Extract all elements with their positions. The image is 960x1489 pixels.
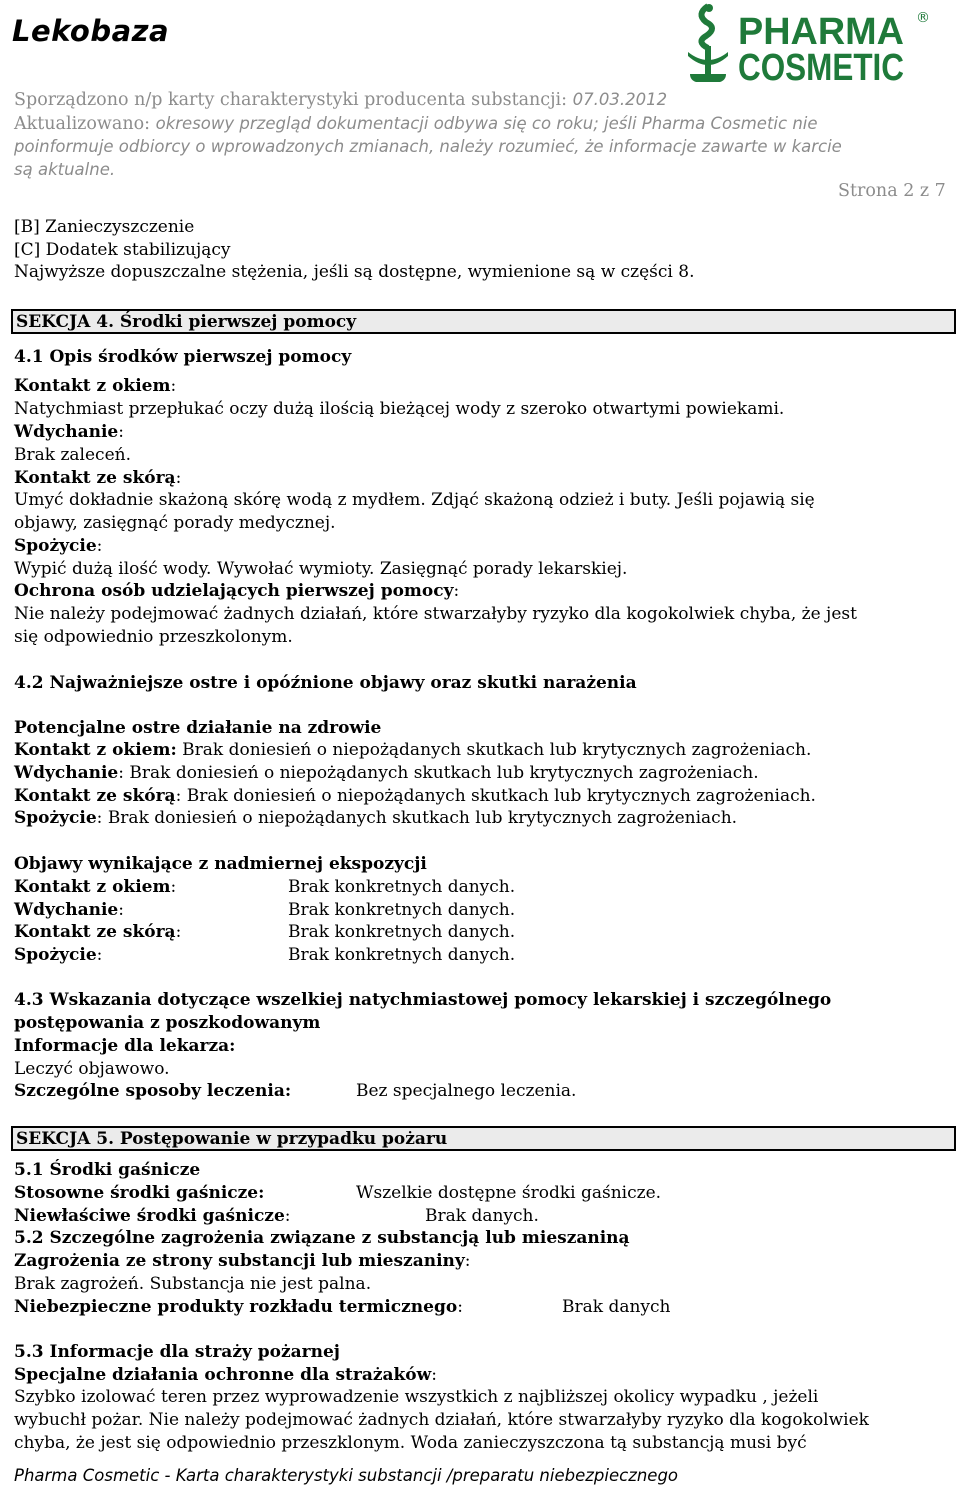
acute-ingestion-row: Spożycie: Brak doniesień o niepożądanych skutkach lub krytycznych zagrożeniach. [14,808,738,828]
page-number: Strona 2 z 7 [838,181,946,201]
unsuitable-media-text: Brak danych. [425,1206,539,1226]
acute-effects-heading: Potencjalne ostre działanie na zdrowie [14,718,382,738]
skin-contact-text-2: objawy, zasięgnąć porady medycznej. [14,513,336,533]
page-footer: Pharma Cosmetic - Karta charakterystyki substancji /preparatu niebezpiecznego [14,1466,679,1485]
intro-limits-line: Najwyższe dopuszczalne stężenia, jeśli są dostępne, wymienione są w części 8. [14,262,695,282]
overexposure-eye-label: Kontakt z okiem: [14,877,177,897]
inhalation-label: Wdychanie: [14,422,124,442]
heading-4-3-line-2: postępowania z poszkodowanym [14,1013,321,1033]
special-treatment-text: Bez specjalnego leczenia. [356,1081,577,1101]
updated-line-3: są aktualne. [14,160,116,179]
first-aider-protection-text-1: Nie należy podejmować żadnych działań, które stwarzałyby ryzyko dla kogokolwiek chyba, że jest [14,604,857,624]
first-aider-protection-label: Ochrona osób udzielających pierwszej pomocy: [14,581,460,601]
overexposure-inhalation-value: Brak konkretnych danych. [288,900,516,920]
hazards-label: Zagrożenia ze strony substancji lub mieszaniny: [14,1251,471,1271]
decomposition-text: Brak danych [562,1297,671,1317]
overexposure-ingestion-value: Brak konkretnych danych. [288,945,516,965]
section-4-header: SEKCJA 4. Środki pierwszej pomocy [11,309,956,334]
doctor-info-label: Informacje dla lekarza: [14,1036,236,1056]
suitable-media-label: Stosowne środki gaśnicze: [14,1183,265,1203]
decomposition-label: Niebezpieczne produkty rozkładu termicznego: [14,1297,463,1317]
overexposure-eye-value: Brak konkretnych danych. [288,877,516,897]
suitable-media-text: Wszelkie dostępne środki gaśnicze. [356,1183,662,1203]
acute-inhalation-row: Wdychanie: Brak doniesień o niepożądanych skutkach lub krytycznych zagrożeniach. [14,763,759,783]
svg-text:PHARMA: PHARMA [738,11,904,53]
doctor-info-text: Leczyć objawowo. [14,1059,170,1079]
firefighter-text-3: chyba, że jest się odpowiednio przeszklonym. Woda zanieczyszczona tą substancją musi być [14,1433,807,1453]
heading-4-3-line-1: 4.3 Wskazania dotyczące wszelkiej natychmiastowej pomocy lekarskiej i szczególnego [14,990,832,1010]
pharma-cosmetic-logo [676,2,934,84]
ingestion-text: Wypić dużą ilość wody. Wywołać wymioty. Zasięgnąć porady lekarskiej. [14,559,628,579]
skin-contact-text-1: Umyć dokładnie skażoną skórę wodą z mydłem. Zdjąć skażoną odzież i buty. Jeśli pojawią się [14,490,815,510]
first-aider-protection-text-2: się odpowiednio przeszkolonym. [14,627,293,647]
intro-c-line: [C] Dodatek stabilizujący [14,240,231,260]
eye-contact-text: Natychmiast przepłukać oczy dużą ilością bieżącej wody z szeroko otwartymi powiekami. [14,399,785,419]
updated-line-2: poinformuje odbiorcy o wprowadzonych zmianach, należy rozumieć, że informacje zawarte w karcie [14,137,842,156]
heading-5-1: 5.1 Środki gaśnicze [14,1160,201,1180]
inhalation-text: Brak zaleceń. [14,445,131,465]
heading-5-2: 5.2 Szczególne zagrożenia związane z substancją lub mieszaniną [14,1228,630,1248]
overexposure-inhalation-label: Wdychanie: [14,900,124,920]
updated-line-1: Aktualizowano: okresowy przegląd dokumentacji odbywa się co roku; jeśli Pharma Cosmetic nie [14,114,818,134]
firefighter-text-2: wybuchł pożar. Nie należy podejmować żadnych działań, które stwarzałyby ryzyko dla kogokolwiek [14,1410,869,1430]
hazards-text: Brak zagrożeń. Substancja nie jest palna. [14,1274,372,1294]
ingestion-label: Spożycie: [14,536,103,556]
skin-contact-label: Kontakt ze skórą: [14,468,182,488]
acute-eye-row: Kontakt z okiem: Brak doniesień o niepożądanych skutkach lub krytycznych zagrożeniach. [14,740,812,760]
heading-4-1: 4.1 Opis środków pierwszej pomocy [14,347,352,367]
intro-b-line: [B] Zanieczyszczenie [14,217,195,237]
prepared-date: 07.03.2012 [572,90,668,109]
overexposure-heading: Objawy wynikające z nadmiernej ekspozycji [14,854,427,874]
prepared-line: Sporządzono n/p karty charakterystyki producenta substancji: 07.03.2012 [14,90,668,110]
section-5-header: SEKCJA 5. Postępowanie w przypadku pożaru [11,1126,956,1151]
svg-text:®: ® [916,10,930,26]
site-logo: Lekobaza [12,14,170,48]
overexposure-ingestion-label: Spożycie: [14,945,103,965]
eye-contact-label: Kontakt z okiem: [14,376,177,396]
brand-emblem-icon [676,2,934,84]
svg-text:COSMETIC: COSMETIC [738,47,904,84]
heading-4-2: 4.2 Najważniejsze ostre i opóźnione objawy oraz skutki narażenia [14,673,637,693]
overexposure-skin-label: Kontakt ze skórą: [14,922,182,942]
firefighter-text-1: Szybko izolować teren przez wyprowadzenie wszystkich z najbliższej okolicy wypadku , jeżeli [14,1387,819,1407]
unsuitable-media-label: Niewłaściwe środki gaśnicze: [14,1206,291,1226]
firefighter-label: Specjalne działania ochronne dla strażaków: [14,1365,437,1385]
special-treatment-label: Szczególne sposoby leczenia: [14,1081,292,1101]
acute-skin-row: Kontakt ze skórą: Brak doniesień o niepożądanych skutkach lub krytycznych zagrożeniach. [14,786,816,806]
overexposure-skin-value: Brak konkretnych danych. [288,922,516,942]
heading-5-3: 5.3 Informacje dla straży pożarnej [14,1342,340,1362]
